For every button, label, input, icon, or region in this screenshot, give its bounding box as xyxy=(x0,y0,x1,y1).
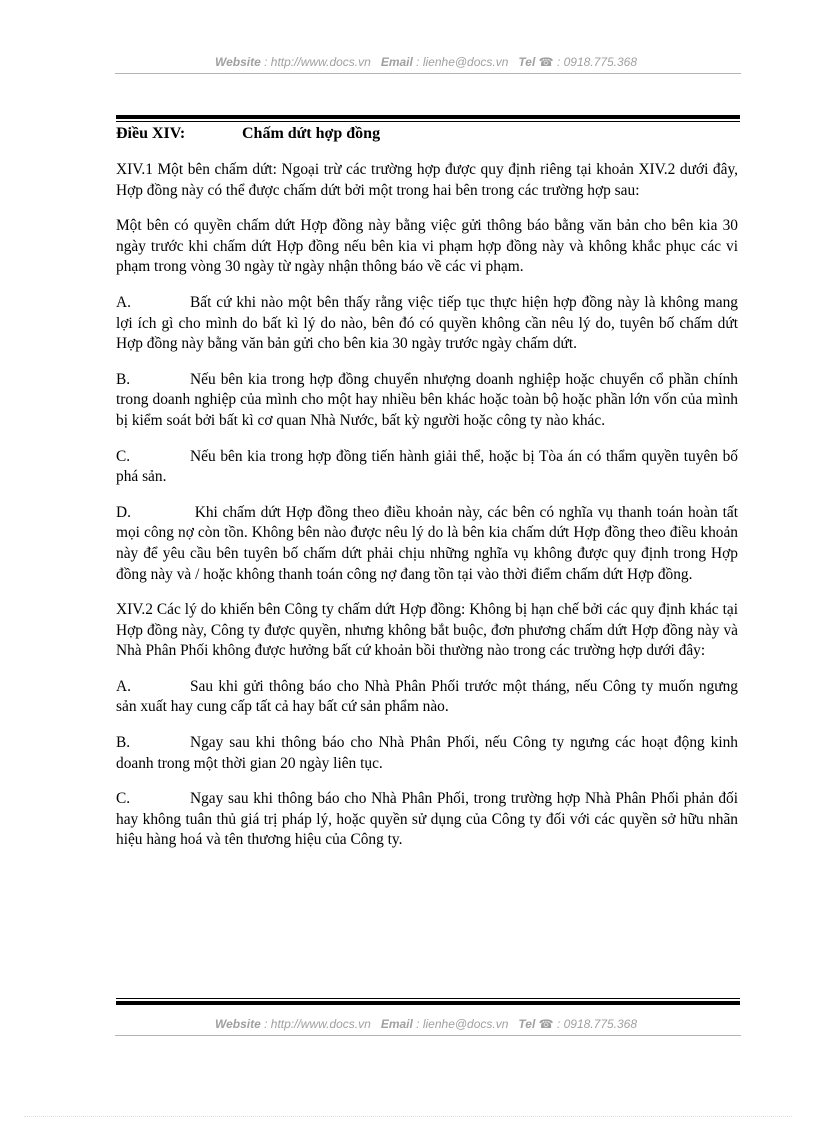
footer-phone-icon: ☎ xyxy=(538,1017,554,1031)
email-separator: : xyxy=(412,55,423,69)
paragraph xyxy=(116,600,738,662)
bottom-bar-thick xyxy=(116,1001,740,1005)
paragraph-label: C. xyxy=(116,790,131,808)
paragraph-text: XIV.1 Một bên chấm dứt: Ngoại trừ các trường hợp được quy định riêng tại khoản XIV.2 dưới đây, Hợp đồng này có thể được chấm dứt bởi một trong hai bên trong các trường hợp sau: xyxy=(116,161,738,199)
paragraph xyxy=(116,677,738,718)
tel-label: Tel xyxy=(518,55,536,69)
footer-website-url[interactable]: http://www.docs.vn xyxy=(270,1017,371,1031)
paragraph-text: Nếu bên kia trong hợp đồng chuyển nhượng doanh nghiệp hoặc chuyển cổ phần chính trong doanh nghiệp của mình cho một hay nhiều bên khác hoặc toàn bộ hoặc phần lớn vốn của mình bị kiểm soát bởi bất kì cơ quan Nhà Nước, bất kỳ người hoặc công ty nào khác. xyxy=(116,370,738,429)
footer-website-separator: : xyxy=(260,1017,271,1031)
paragraph-text: Một bên có quyền chấm dứt Hợp đồng này bằng việc gửi thông báo bằng văn bản cho bên kia 30 ngày trước khi chấm dứt Hợp đồng nếu bên kia vi phạm hợp đồng này và không khắc phục các vi phạm trong vòng 30 ngày từ ngày nhận thông báo về các vi phạm. xyxy=(116,217,738,276)
paragraph-text: Nếu bên kia trong hợp đồng tiến hành giải thể, hoặc bị Tòa án có thẩm quyền tuyên bố phá sản. xyxy=(116,447,738,486)
article-heading xyxy=(116,124,738,144)
paragraph xyxy=(116,733,738,774)
tel-number: : 0918.775.368 xyxy=(553,55,638,69)
paragraph xyxy=(116,447,738,488)
paragraph xyxy=(116,370,738,432)
paragraph-text: Sau khi gửi thông báo cho Nhà Phân Phối trước một tháng, nếu Công ty muốn ngưng sản xuất hay cung cấp tất cả hay bất cứ sản phẩm nào. xyxy=(116,677,738,716)
paragraph-list xyxy=(116,160,738,851)
email-address[interactable]: lienhe@docs.vn xyxy=(422,55,509,69)
website-url[interactable]: http://www.docs.vn xyxy=(270,55,371,69)
paragraph-label: D. xyxy=(116,503,131,521)
paragraph-text: Khi chấm dứt Hợp đồng theo điều khoản này, các bên có nghĩa vụ thanh toán hoàn tất mọi công nợ còn tồn. Không bên nào được nêu lý do là bên kia chấm dứt Hợp đồng theo điều khoản này để yêu cầu bên tuyên bố chấm dứt phải chịu những nghĩa vụ không được quy định trong Hợp đồng này và / hoặc không thanh toán công nợ đang tồn tại vào thời điểm chấm dứt Hợp đồng. xyxy=(116,503,738,583)
website-label: Website xyxy=(214,55,261,69)
page-edge xyxy=(24,1116,792,1117)
top-bar-thick xyxy=(116,115,740,119)
phone-icon: ☎ xyxy=(538,55,554,69)
paragraph xyxy=(116,789,738,851)
paragraph-text: Bất cứ khi nào một bên thấy rằng việc tiếp tục thực hiện hợp đồng này là không mang lợi ích gì cho mình do bất kì lý do nào, bên đó có quyền không cần nêu lý do, tuyên bố chấm dứt Hợp đồng này bằng văn bản gửi cho bên kia 30 ngày trước ngày chấm dứt. xyxy=(116,293,738,353)
footer-email-separator: : xyxy=(412,1017,423,1031)
article-title: Chấm dứt hợp đồng xyxy=(242,125,381,142)
footer-website-label: Website xyxy=(214,1017,261,1031)
paragraph xyxy=(116,503,738,585)
header-rule xyxy=(115,73,741,74)
page-header xyxy=(186,55,666,69)
paragraph xyxy=(116,160,738,201)
footer-rule xyxy=(115,1035,741,1036)
paragraph xyxy=(116,293,738,355)
paragraph-label: C. xyxy=(116,447,131,465)
top-bar-thin xyxy=(116,121,740,122)
footer-email-label: Email xyxy=(380,1017,413,1031)
paragraph-label: B. xyxy=(116,734,131,752)
article-number: Điều XIV: xyxy=(116,125,186,142)
paragraph-text: Ngay sau khi thông báo cho Nhà Phân Phối, trong trường hợp Nhà Phân Phối phản đối hay không tuân thủ giá trị pháp lý, hoặc quyền sử dụng của Công ty đối với các quyền sở hữu nhãn hiệu hàng hoá và tên thương hiệu của Công ty. xyxy=(116,790,738,849)
paragraph xyxy=(116,216,738,278)
footer-email-address[interactable]: lienhe@docs.vn xyxy=(422,1017,509,1031)
footer-tel-label: Tel xyxy=(518,1017,536,1031)
paragraph-label: B. xyxy=(116,370,131,388)
email-label: Email xyxy=(380,55,413,69)
paragraph-label: A. xyxy=(116,677,131,695)
paragraph-label: A. xyxy=(116,293,131,311)
website-separator: : xyxy=(260,55,271,69)
footer-tel-number: : 0918.775.368 xyxy=(553,1017,638,1031)
document-body xyxy=(116,124,738,866)
page-footer xyxy=(186,1017,666,1031)
bottom-bar-thin xyxy=(116,998,740,999)
paragraph-text: XIV.2 Các lý do khiến bên Công ty chấm dứt Hợp đồng: Không bị hạn chế bởi các quy định khác tại Hợp đồng này, Công ty được quyền, nhưng không bắt buộc, đơn phương chấm dứt Hợp đồng này và Nhà Phân Phối không được hưởng bất cứ khoản bồi thường nào trong các trường hợp dưới đây: xyxy=(116,601,738,660)
paragraph-text: Ngay sau khi thông báo cho Nhà Phân Phối, nếu Công ty ngưng các hoạt động kinh doanh trong một thời gian 20 ngày liên tục. xyxy=(116,734,738,772)
